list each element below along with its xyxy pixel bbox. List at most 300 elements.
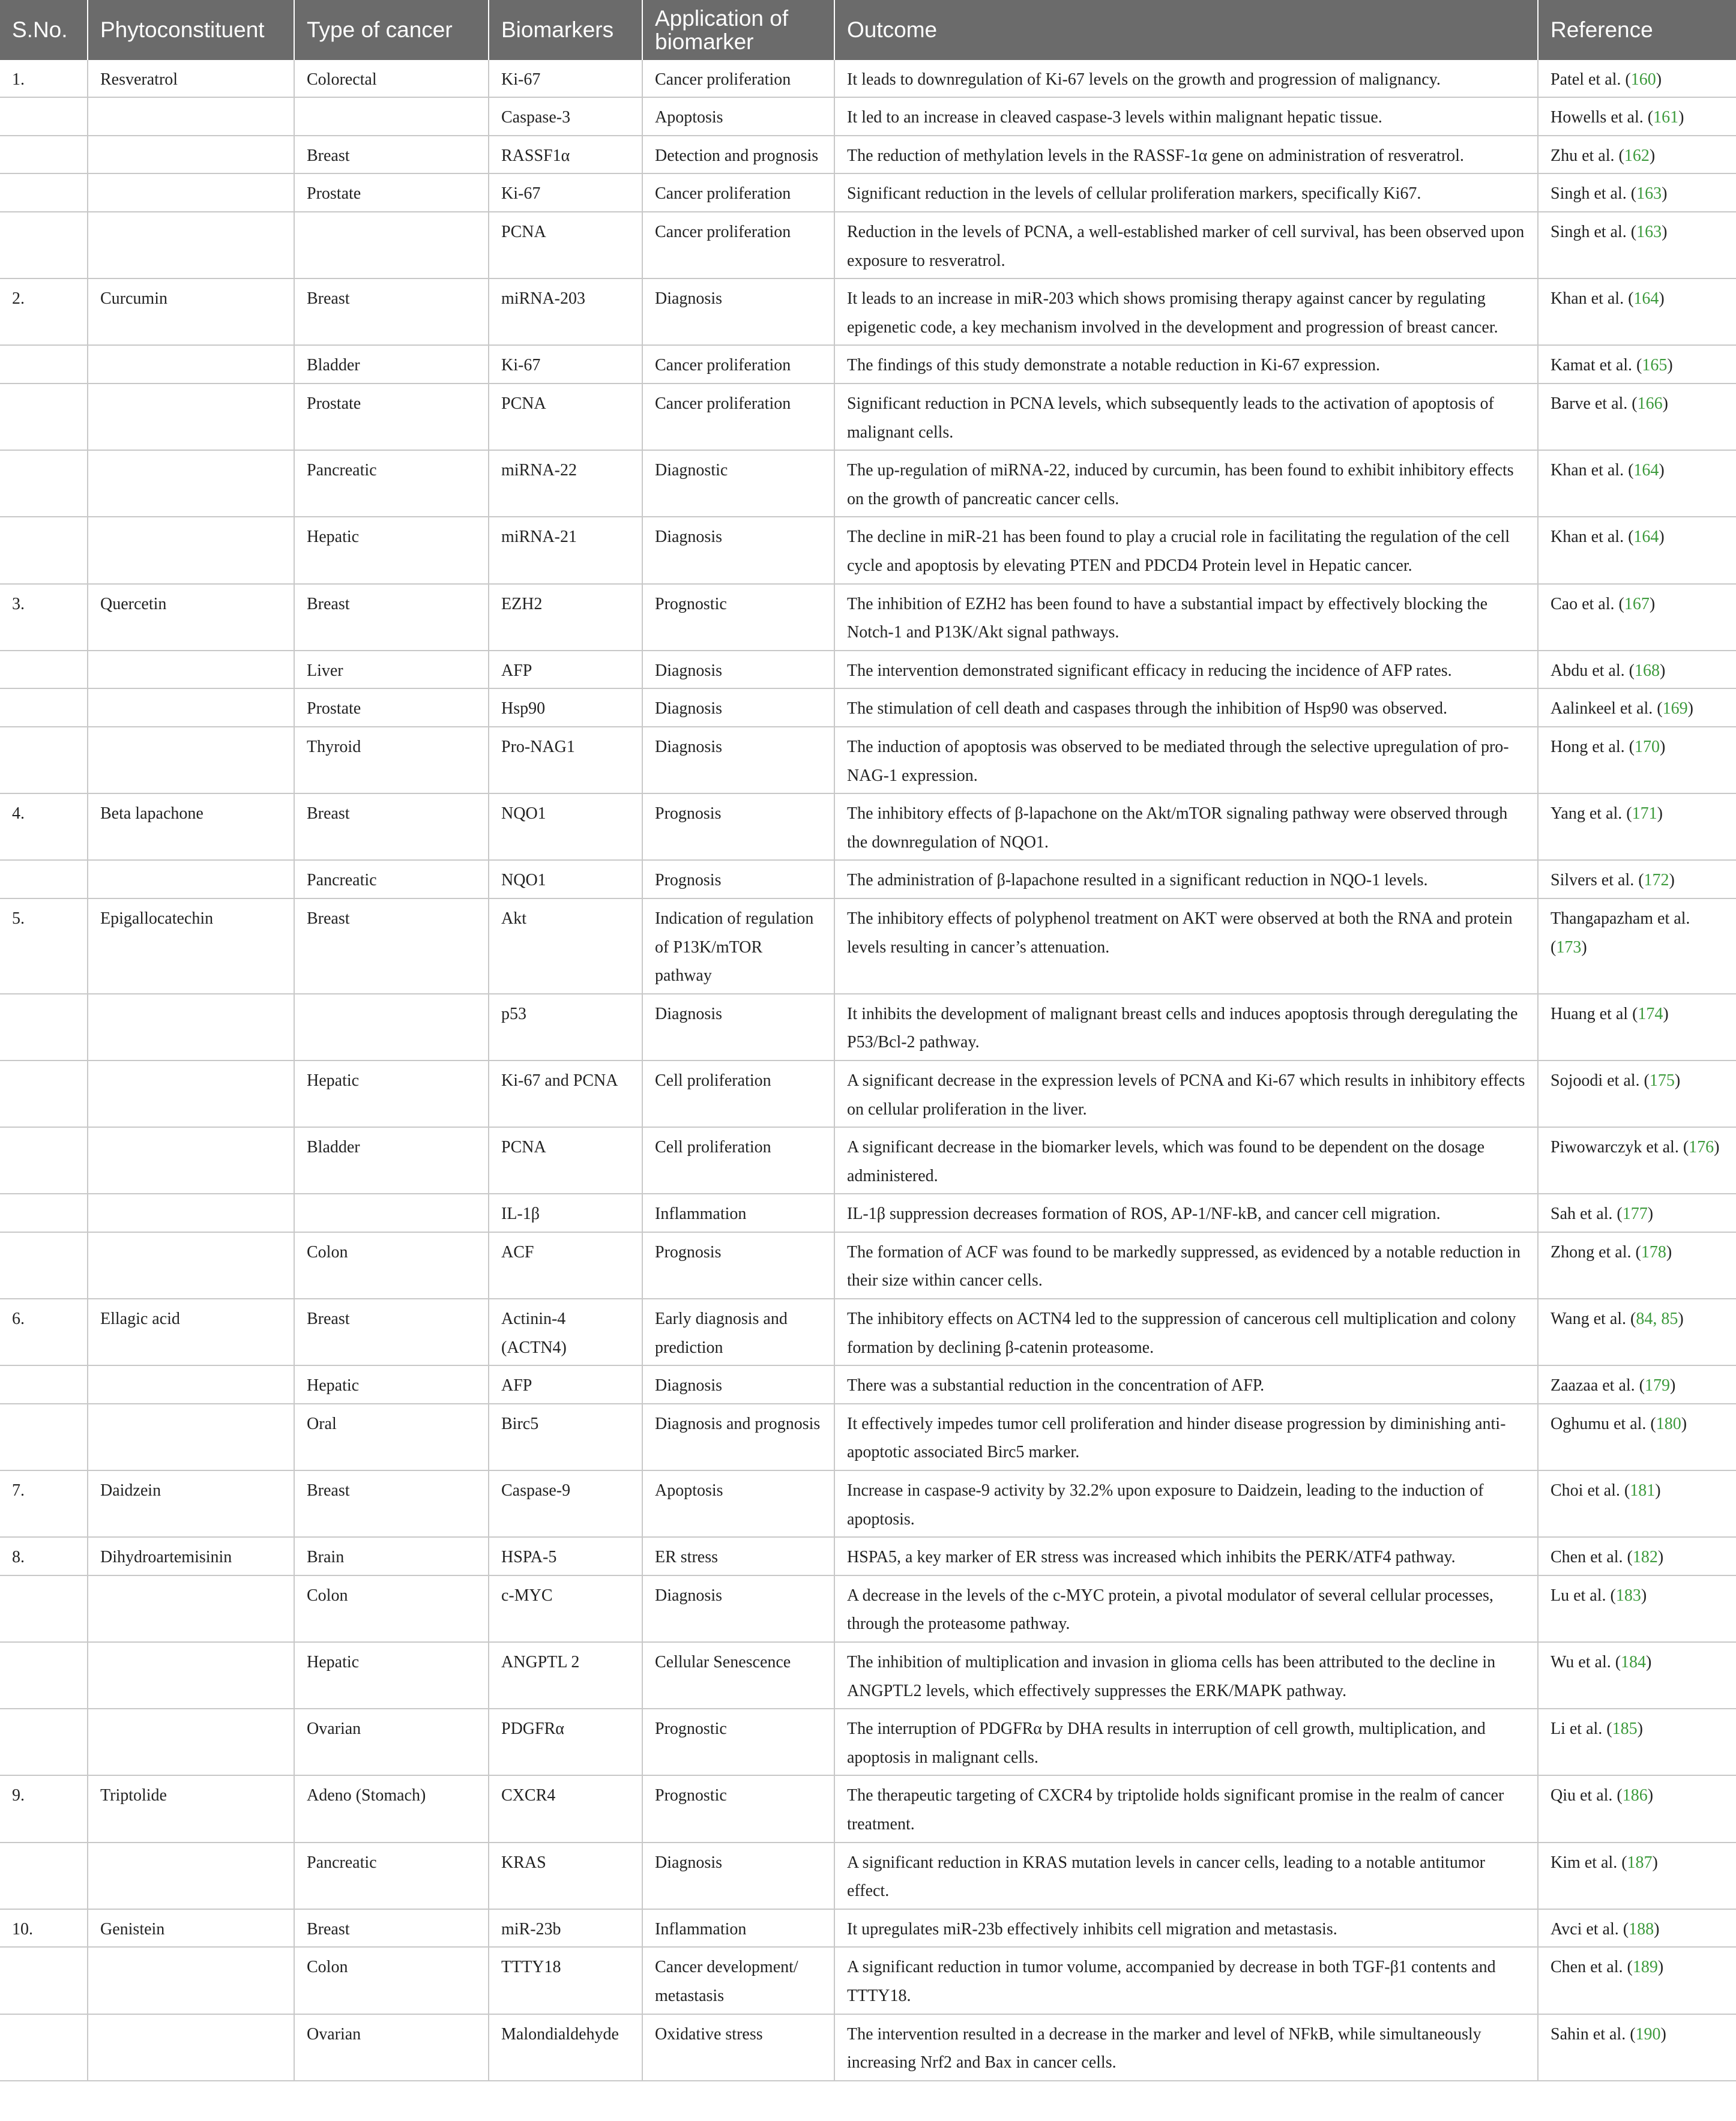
reference-text: Zhong et al. ( — [1551, 1242, 1641, 1262]
reference-text: Hong et al. ( — [1551, 737, 1635, 756]
reference-cell — [1538, 212, 1736, 278]
sno-cell: 3. — [0, 584, 88, 651]
biomarker-cell: Birc5 — [489, 1404, 642, 1470]
application-cell: Cellular Senescence — [642, 1642, 834, 1709]
reference-text: Huang et al ( — [1551, 1004, 1638, 1023]
reference-cell — [1538, 584, 1736, 651]
phytoconstituent-cell — [88, 1575, 294, 1642]
outcome-cell: A significant decrease in the expression levels of PCNA and Ki-67 which results in inhibitory effects on cellular proliferation in the liver. — [834, 1060, 1538, 1127]
reference-link[interactable]: 168 — [1634, 661, 1660, 680]
table-row — [0, 1232, 1736, 1299]
phytoconstituent-cell: Triptolide — [88, 1775, 294, 1842]
reference-close: ) — [1667, 356, 1673, 375]
reference-close: ) — [1678, 1310, 1684, 1329]
reference-close: ) — [1662, 184, 1668, 203]
application-cell: Diagnosis — [642, 651, 834, 689]
outcome-cell: The stimulation of cell death and caspases through the inhibition of Hsp90 was observed. — [834, 688, 1538, 727]
biomarker-cell: Malondialdehyde — [489, 2014, 642, 2081]
table-row — [0, 1909, 1736, 1948]
reference-text: Wu et al. ( — [1551, 1653, 1621, 1671]
application-cell: Cancer development/ metastasis — [642, 1947, 834, 2014]
cancer-type-cell — [294, 97, 489, 136]
cancer-type-cell: Pancreatic — [294, 860, 489, 898]
sno-cell — [0, 1232, 88, 1299]
table-row — [0, 1575, 1736, 1642]
reference-cell — [1538, 793, 1736, 860]
header-sno: S.No. — [0, 0, 88, 60]
cancer-type-cell: Breast — [294, 898, 489, 994]
reference-close: ) — [1659, 528, 1665, 547]
phytoconstituent-cell — [88, 860, 294, 898]
reference-close: ) — [1647, 1786, 1654, 1805]
application-cell: Inflammation — [642, 1194, 834, 1232]
reference-close: ) — [1678, 108, 1684, 127]
table-row — [0, 994, 1736, 1060]
reference-cell — [1538, 1709, 1736, 1775]
reference-cell — [1538, 994, 1736, 1060]
cancer-type-cell: Breast — [294, 1909, 489, 1948]
reference-link[interactable]: 165 — [1642, 356, 1668, 375]
application-cell: Prognostic — [642, 1775, 834, 1842]
reference-text: Singh et al. ( — [1551, 184, 1637, 203]
biomarker-cell: Pro-NAG1 — [489, 727, 642, 793]
reference-cell — [1538, 1775, 1736, 1842]
reference-link[interactable]: 174 — [1638, 1004, 1663, 1023]
sno-cell — [0, 1575, 88, 1642]
reference-link[interactable]: 169 — [1662, 699, 1688, 718]
biomarker-cell: miRNA-22 — [489, 450, 642, 517]
table-row — [0, 1843, 1736, 1909]
sno-cell — [0, 994, 88, 1060]
phytoconstituent-cell — [88, 727, 294, 793]
table-row — [0, 1775, 1736, 1842]
phytoconstituent-cell — [88, 1843, 294, 1909]
application-cell: Diagnosis — [642, 1575, 834, 1642]
outcome-cell: The formation of ACF was found to be markedly suppressed, as evidenced by a notable reduction in their size within cancer cells. — [834, 1232, 1538, 1299]
reference-link[interactable]: 188 — [1629, 1919, 1654, 1939]
biomarker-cell: PCNA — [489, 1127, 642, 1194]
reference-close: ) — [1662, 223, 1668, 242]
cancer-type-cell: Liver — [294, 651, 489, 689]
phytoconstituent-cell — [88, 345, 294, 384]
reference-close: ) — [1659, 289, 1665, 308]
table-row — [0, 1299, 1736, 1365]
reference-text: Wang et al. ( — [1551, 1310, 1636, 1329]
reference-link[interactable]: 185 — [1612, 1719, 1638, 1739]
reference-close: ) — [1714, 1138, 1720, 1157]
header-reference: Reference — [1538, 0, 1736, 60]
reference-close: ) — [1657, 1958, 1664, 1977]
reference-text: Piwowarczyk et al. ( — [1551, 1138, 1689, 1157]
reference-link[interactable]: 160 — [1630, 70, 1656, 89]
sno-cell — [0, 1709, 88, 1775]
reference-link[interactable]: 175 — [1649, 1071, 1675, 1090]
biomarker-cell: miRNA-203 — [489, 278, 642, 345]
sno-cell: 10. — [0, 1909, 88, 1948]
biomarker-cell: PCNA — [489, 212, 642, 278]
reference-text: Khan et al. ( — [1551, 528, 1634, 547]
reference-close: ) — [1654, 1919, 1660, 1939]
cancer-type-cell: Ovarian — [294, 1709, 489, 1775]
reference-close: ) — [1581, 937, 1587, 957]
outcome-cell: Significant reduction in the levels of cellular proliferation markers, specifically Ki67. — [834, 173, 1538, 212]
reference-cell — [1538, 1537, 1736, 1575]
reference-cell — [1538, 345, 1736, 384]
biomarker-cell: AFP — [489, 651, 642, 689]
cancer-type-cell: Ovarian — [294, 2014, 489, 2081]
phytoconstituent-cell — [88, 517, 294, 583]
header-outcome: Outcome — [834, 0, 1538, 60]
phytoconstituent-cell: Beta lapachone — [88, 793, 294, 860]
phytoconstituent-cell: Epigallocatechin — [88, 898, 294, 994]
outcome-cell: It effectively impedes tumor cell proliferation and hinder disease progression by diminishing anti-apoptotic associated Birc5 marker. — [834, 1404, 1538, 1470]
reference-close: ) — [1641, 1586, 1647, 1605]
phytoconstituent-cell — [88, 1947, 294, 2014]
reference-cell — [1538, 1404, 1736, 1470]
reference-link[interactable]: 171 — [1632, 804, 1657, 823]
reference-cell — [1538, 1299, 1736, 1365]
reference-link[interactable]: 163 — [1636, 223, 1662, 242]
table-body — [0, 60, 1736, 2081]
reference-link[interactable]: 166 — [1637, 394, 1663, 414]
phytoconstituent-cell — [88, 136, 294, 174]
reference-close: ) — [1659, 737, 1666, 756]
cancer-type-cell: Oral — [294, 1404, 489, 1470]
outcome-cell: The therapeutic targeting of CXCR4 by triptolide holds significant promise in the realm of cancer treatment. — [834, 1775, 1538, 1842]
reference-link[interactable]: 190 — [1635, 2024, 1661, 2044]
reference-close: ) — [1660, 2024, 1666, 2044]
sno-cell: 8. — [0, 1537, 88, 1575]
reference-link[interactable]: 186 — [1622, 1786, 1648, 1805]
application-cell: Inflammation — [642, 1909, 834, 1948]
phytoconstituent-cell — [88, 1232, 294, 1299]
sno-cell — [0, 1060, 88, 1127]
reference-link[interactable]: 164 — [1633, 528, 1659, 547]
outcome-cell: The findings of this study demonstrate a notable reduction in Ki-67 expression. — [834, 345, 1538, 384]
phytoconstituent-cell — [88, 384, 294, 450]
application-cell: Diagnosis and prognosis — [642, 1404, 834, 1470]
table-row — [0, 1365, 1736, 1404]
reference-text: Aalinkeel et al. ( — [1551, 699, 1663, 718]
reference-cell — [1538, 136, 1736, 174]
reference-text: Patel et al. ( — [1551, 70, 1631, 89]
table-row — [0, 727, 1736, 793]
biomarker-cell: Ki-67 — [489, 60, 642, 98]
reference-link[interactable]: 161 — [1653, 108, 1679, 127]
biomarker-cell: HSPA-5 — [489, 1537, 642, 1575]
biomarker-cell: CXCR4 — [489, 1775, 642, 1842]
cancer-type-cell: Breast — [294, 278, 489, 345]
outcome-cell: Increase in caspase-9 activity by 32.2% upon exposure to Daidzein, leading to the induction of apoptosis. — [834, 1470, 1538, 1537]
sno-cell: 2. — [0, 278, 88, 345]
cancer-type-cell: Pancreatic — [294, 1843, 489, 1909]
table-row — [0, 1537, 1736, 1575]
reference-link[interactable]: 164 — [1633, 461, 1659, 480]
cancer-type-cell: Colon — [294, 1575, 489, 1642]
reference-text: Kamat et al. ( — [1551, 356, 1642, 375]
cancer-type-cell — [294, 1194, 489, 1232]
outcome-cell: It led to an increase in cleaved caspase-3 levels within malignant hepatic tissue. — [834, 97, 1538, 136]
cancer-type-cell: Hepatic — [294, 1060, 489, 1127]
reference-link[interactable]: 172 — [1644, 871, 1669, 890]
reference-cell — [1538, 688, 1736, 727]
reference-close: ) — [1659, 461, 1665, 480]
sno-cell — [0, 1194, 88, 1232]
reference-cell — [1538, 1060, 1736, 1127]
reference-close: ) — [1655, 1481, 1661, 1500]
reference-link[interactable]: 180 — [1656, 1414, 1681, 1433]
sno-cell: 7. — [0, 1470, 88, 1537]
reference-cell — [1538, 173, 1736, 212]
outcome-cell: The inhibitory effects of β-lapachone on the Akt/mTOR signaling pathway were observed through the downregulation of NQO1. — [834, 793, 1538, 860]
application-cell: Prognostic — [642, 1709, 834, 1775]
biomarker-cell: PCNA — [489, 384, 642, 450]
biomarker-cell: AFP — [489, 1365, 642, 1404]
reference-link[interactable]: 167 — [1624, 594, 1650, 613]
biomarker-cell: miR-23b — [489, 1909, 642, 1948]
outcome-cell: The intervention demonstrated significant efficacy in reducing the incidence of AFP rates. — [834, 651, 1538, 689]
reference-close: ) — [1663, 1004, 1669, 1023]
biomarker-cell: Ki-67 — [489, 345, 642, 384]
cancer-type-cell: Breast — [294, 136, 489, 174]
reference-close: ) — [1657, 1548, 1664, 1567]
reference-text: Qiu et al. ( — [1551, 1786, 1623, 1805]
cancer-type-cell: Adeno (Stomach) — [294, 1775, 489, 1842]
biomarker-cell: PDGFRα — [489, 1709, 642, 1775]
biomarker-cell: EZH2 — [489, 584, 642, 651]
reference-link[interactable]: 184 — [1621, 1653, 1647, 1671]
cancer-type-cell: Thyroid — [294, 727, 489, 793]
phytoconstituent-cell — [88, 450, 294, 517]
application-cell: Cell proliferation — [642, 1127, 834, 1194]
outcome-cell: The inhibition of multiplication and invasion in glioma cells has been attributed to the decline in ANGPTL2 levels, which effectively suppresses the ERK/MAPK pathway. — [834, 1642, 1538, 1709]
application-cell: Cancer proliferation — [642, 60, 834, 98]
application-cell: ER stress — [642, 1537, 834, 1575]
phytoconstituent-cell: Ellagic acid — [88, 1299, 294, 1365]
table-row — [0, 1194, 1736, 1232]
reference-text: Choi et al. ( — [1551, 1481, 1630, 1500]
reference-cell — [1538, 384, 1736, 450]
reference-link[interactable]: 163 — [1636, 184, 1662, 203]
table-row — [0, 688, 1736, 727]
cancer-type-cell: Hepatic — [294, 517, 489, 583]
outcome-cell: The inhibitory effects of polyphenol treatment on AKT were observed at both the RNA and protein levels resulting in cancer’s attenuation. — [834, 898, 1538, 994]
reference-close: ) — [1681, 1414, 1687, 1433]
outcome-cell: The induction of apoptosis was observed to be mediated through the selective upregulation of pro-NAG-1 expression. — [834, 727, 1538, 793]
cancer-type-cell: Colorectal — [294, 60, 489, 98]
application-cell: Diagnosis — [642, 1365, 834, 1404]
sno-cell — [0, 517, 88, 583]
biomarker-cell: NQO1 — [489, 793, 642, 860]
outcome-cell: It inhibits the development of malignant breast cells and induces apoptosis through deregulating the P53/Bcl-2 pathway. — [834, 994, 1538, 1060]
reference-link[interactable]: 173 — [1556, 937, 1582, 957]
biomarker-cell: KRAS — [489, 1843, 642, 1909]
table-row — [0, 212, 1736, 278]
reference-cell — [1538, 97, 1736, 136]
sno-cell — [0, 212, 88, 278]
sno-cell — [0, 688, 88, 727]
cancer-type-cell: Bladder — [294, 1127, 489, 1194]
cancer-type-cell: Brain — [294, 1537, 489, 1575]
biomarker-cell: Caspase-9 — [489, 1470, 642, 1537]
table-row — [0, 898, 1736, 994]
sno-cell — [0, 651, 88, 689]
reference-close: ) — [1637, 1719, 1643, 1739]
reference-cell — [1538, 1365, 1736, 1404]
reference-link[interactable]: 84, 85 — [1636, 1310, 1678, 1329]
sno-cell: 1. — [0, 60, 88, 98]
table-row — [0, 651, 1736, 689]
phytoconstituent-cell — [88, 1642, 294, 1709]
cancer-type-cell: Breast — [294, 793, 489, 860]
reference-link[interactable]: 177 — [1622, 1205, 1648, 1224]
phytoconstituent-cell — [88, 1060, 294, 1127]
reference-text: Chen et al. ( — [1551, 1958, 1633, 1977]
reference-link[interactable]: 164 — [1633, 289, 1659, 308]
application-cell: Apoptosis — [642, 97, 834, 136]
reference-cell — [1538, 1575, 1736, 1642]
outcome-cell: A significant reduction in tumor volume, accompanied by decrease in both TGF-β1 contents and TTTY18. — [834, 1947, 1538, 2014]
reference-cell — [1538, 1194, 1736, 1232]
sno-cell — [0, 1642, 88, 1709]
outcome-cell: The intervention resulted in a decrease in the marker and level of NFkB, while simultaneously increasing Nrf2 and Bax in cancer cells. — [834, 2014, 1538, 2081]
application-cell: Cancer proliferation — [642, 384, 834, 450]
reference-close: ) — [1649, 146, 1656, 165]
reference-cell — [1538, 1947, 1736, 2014]
reference-text: Li et al. ( — [1551, 1719, 1612, 1739]
reference-text: Lu et al. ( — [1551, 1586, 1616, 1605]
reference-cell — [1538, 1127, 1736, 1194]
reference-text: Chen et al. ( — [1551, 1548, 1633, 1567]
reference-link[interactable]: 182 — [1632, 1548, 1658, 1567]
application-cell: Cancer proliferation — [642, 212, 834, 278]
reference-text: Cao et al. ( — [1551, 594, 1624, 613]
table-row — [0, 278, 1736, 345]
phytoconstituent-cell — [88, 651, 294, 689]
reference-text: Sahin et al. ( — [1551, 2024, 1636, 2044]
biomarker-cell: Ki-67 and PCNA — [489, 1060, 642, 1127]
outcome-cell: IL-1β suppression decreases formation of ROS, AP-1/NF-kB, and cancer cell migration. — [834, 1194, 1538, 1232]
reference-text: Silvers et al. ( — [1551, 871, 1644, 890]
outcome-cell: The interruption of PDGFRα by DHA results in interruption of cell growth, multiplication, and apoptosis in malignant cells. — [834, 1709, 1538, 1775]
application-cell: Diagnosis — [642, 278, 834, 345]
outcome-cell: The administration of β-lapachone resulted in a significant reduction in NQO-1 levels. — [834, 860, 1538, 898]
table-row — [0, 584, 1736, 651]
reference-text: Zaazaa et al. ( — [1551, 1376, 1645, 1395]
reference-text: Barve et al. ( — [1551, 394, 1638, 414]
reference-link[interactable]: 178 — [1641, 1242, 1666, 1262]
outcome-cell: Reduction in the levels of PCNA, a well-established marker of cell survival, has been observed upon exposure to resveratrol. — [834, 212, 1538, 278]
reference-link[interactable]: 189 — [1632, 1958, 1658, 1977]
header-phytoconstituent: Phytoconstituent — [88, 0, 294, 60]
table-row — [0, 1127, 1736, 1194]
phytoconstituent-cell — [88, 2014, 294, 2081]
table-header-row — [0, 0, 1736, 60]
outcome-cell: A significant reduction in KRAS mutation levels in cancer cells, leading to a notable antitumor effect. — [834, 1843, 1538, 1909]
biomarker-cell: NQO1 — [489, 860, 642, 898]
table-row — [0, 793, 1736, 860]
outcome-cell: The inhibitory effects on ACTN4 led to the suppression of cancerous cell multiplication and colony formation by declining β-catenin proteasome. — [834, 1299, 1538, 1365]
reference-link[interactable]: 170 — [1634, 737, 1660, 756]
phytoconstituent-cell — [88, 688, 294, 727]
table-row — [0, 1404, 1736, 1470]
cancer-type-cell: Bladder — [294, 345, 489, 384]
sno-cell: 9. — [0, 1775, 88, 1842]
sno-cell — [0, 1947, 88, 2014]
application-cell: Prognosis — [642, 860, 834, 898]
reference-link[interactable]: 181 — [1630, 1481, 1656, 1500]
cancer-type-cell — [294, 994, 489, 1060]
phytoconstituent-cell — [88, 994, 294, 1060]
table-row — [0, 1470, 1736, 1537]
cancer-type-cell: Hepatic — [294, 1642, 489, 1709]
reference-text: Abdu et al. ( — [1551, 661, 1635, 680]
phytoconstituent-cell: Dihydroartemisinin — [88, 1537, 294, 1575]
reference-link[interactable]: 179 — [1644, 1376, 1670, 1395]
reference-text: Sojoodi et al. ( — [1551, 1071, 1650, 1090]
phytoconstituent-cell — [88, 173, 294, 212]
reference-link[interactable]: 176 — [1689, 1138, 1714, 1157]
cancer-type-cell: Colon — [294, 1947, 489, 2014]
sno-cell — [0, 136, 88, 174]
biomarker-cell: miRNA-21 — [489, 517, 642, 583]
reference-text: Thangapazham et al. ( — [1551, 909, 1690, 957]
table-row — [0, 1947, 1736, 2014]
reference-cell — [1538, 1232, 1736, 1299]
cancer-type-cell: Hepatic — [294, 1365, 489, 1404]
phytoconstituent-cell — [88, 1127, 294, 1194]
reference-link[interactable]: 183 — [1615, 1586, 1641, 1605]
biomarker-cell: ANGPTL 2 — [489, 1642, 642, 1709]
cancer-type-cell — [294, 212, 489, 278]
reference-text: Avci et al. ( — [1551, 1919, 1629, 1939]
sno-cell — [0, 173, 88, 212]
phytoconstituent-cell: Curcumin — [88, 278, 294, 345]
outcome-cell: HSPA5, a key marker of ER stress was increased which inhibits the PERK/ATF4 pathway. — [834, 1537, 1538, 1575]
reference-text: Kim et al. ( — [1551, 1853, 1627, 1872]
reference-cell — [1538, 278, 1736, 345]
outcome-cell: The inhibition of EZH2 has been found to have a substantial impact by effectively blocking the Notch-1 and P13K/Akt signal pathways. — [834, 584, 1538, 651]
sno-cell — [0, 727, 88, 793]
reference-cell — [1538, 1642, 1736, 1709]
reference-cell — [1538, 651, 1736, 689]
application-cell: Indication of regulation of P13K/mTOR pathway — [642, 898, 834, 994]
reference-text: Singh et al. ( — [1551, 223, 1637, 242]
reference-text: Zhu et al. ( — [1551, 146, 1624, 165]
application-cell: Prognostic — [642, 584, 834, 651]
application-cell: Diagnosis — [642, 1843, 834, 1909]
phytoconstituent-cell — [88, 97, 294, 136]
reference-close: ) — [1662, 394, 1668, 414]
reference-text: Howells et al. ( — [1551, 108, 1654, 127]
reference-close: ) — [1647, 1205, 1654, 1224]
table-row — [0, 173, 1736, 212]
reference-link[interactable]: 162 — [1624, 146, 1650, 165]
header-biomarkers: Biomarkers — [489, 0, 642, 60]
sno-cell — [0, 1843, 88, 1909]
biomarker-cell: IL-1β — [489, 1194, 642, 1232]
sno-cell: 5. — [0, 898, 88, 994]
cancer-type-cell: Pancreatic — [294, 450, 489, 517]
phytoconstituent-cell: Resveratrol — [88, 60, 294, 98]
phytoconstituent-cell — [88, 1404, 294, 1470]
reference-link[interactable]: 187 — [1627, 1853, 1653, 1872]
sno-cell — [0, 450, 88, 517]
reference-close: ) — [1657, 804, 1663, 823]
sno-cell — [0, 1365, 88, 1404]
sno-cell — [0, 384, 88, 450]
cancer-type-cell: Prostate — [294, 688, 489, 727]
